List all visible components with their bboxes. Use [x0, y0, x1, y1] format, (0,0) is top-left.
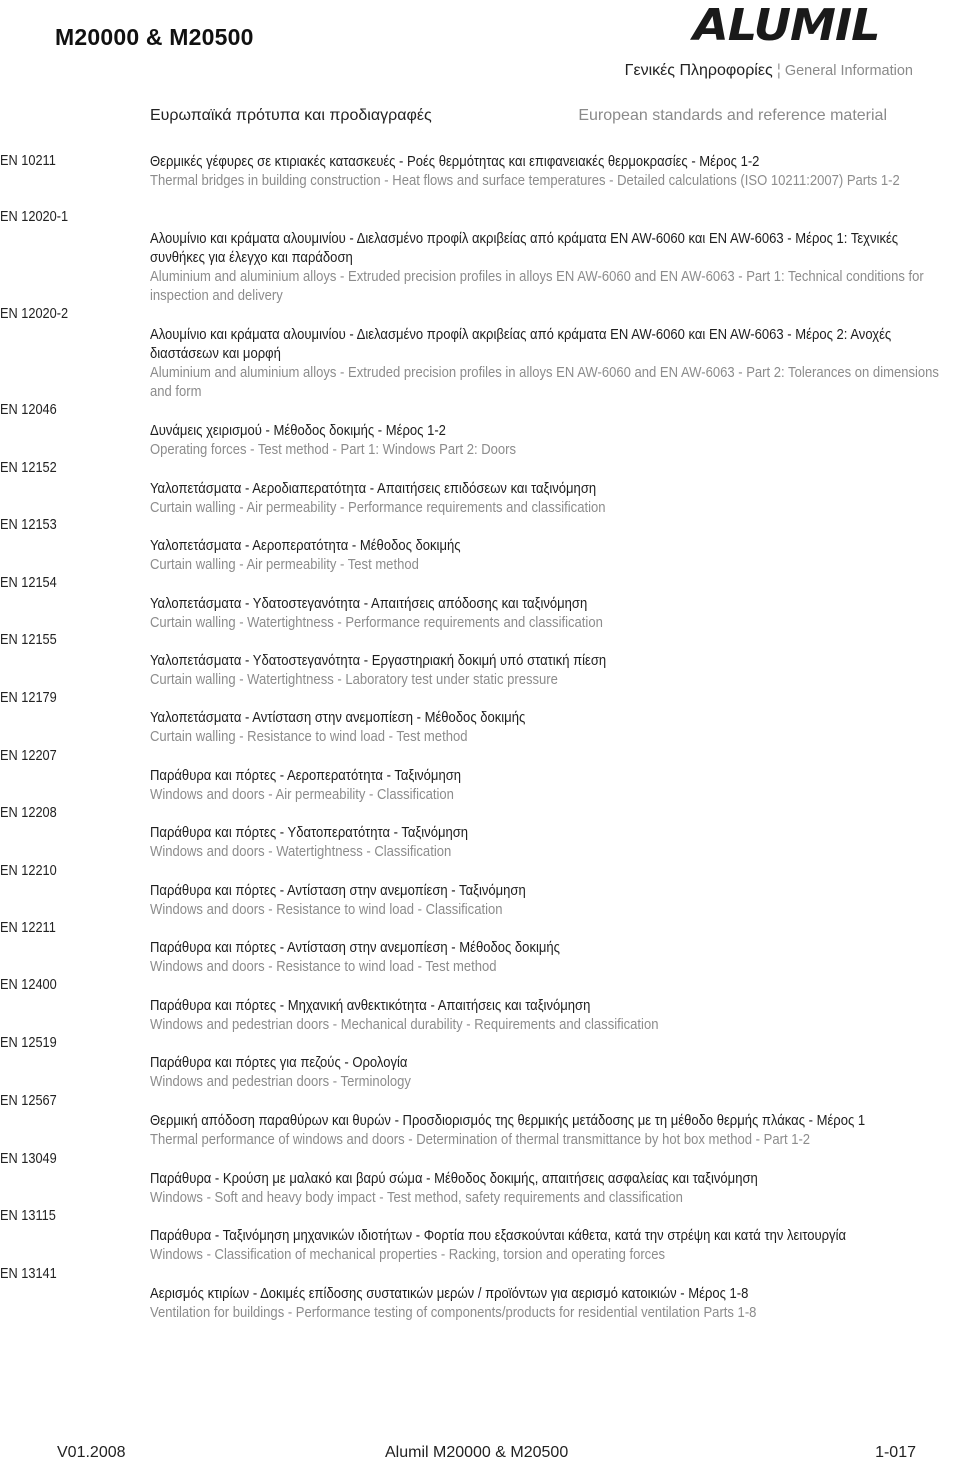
description-english: Curtain walling - Air permeability - Performance requirements and classification	[150, 500, 606, 516]
description-greek: Υαλοπετάσματα - Αεροδιαπερατότητα - Απαιτήσεις επιδόσεων και ταξινόμηση	[150, 481, 597, 497]
description-english: Curtain walling - Resistance to wind load - Test method	[150, 729, 468, 745]
description-greek: Παράθυρα - Ταξινόμηση μηχανικών ιδιοτήτων - Φορτία που εξασκούνται κάθετα, κατά την στρέψη και κατά την λειτουργία	[150, 1228, 847, 1244]
standard-code: EN 12567	[0, 1093, 57, 1109]
description-english: Aluminium and aluminium alloys - Extruded precision profiles in alloys EN AW-6060 and EN AW-6063 - Part 1: Technical conditions for inspection and delivery	[150, 269, 924, 304]
page-subtitle	[625, 62, 913, 81]
standard-code: EN 12154	[0, 575, 57, 591]
description-english: Windows and doors - Resistance to wind load - Test method	[150, 959, 497, 975]
standard-entry	[150, 1112, 950, 1150]
standard-entry	[150, 1285, 950, 1323]
standard-entry	[150, 326, 950, 402]
description-greek: Παράθυρα και πόρτες - Μηχανική ανθεκτικότητα - Απαιτήσεις και ταξινόμηση	[150, 998, 591, 1014]
standard-code: EN 12153	[0, 517, 57, 533]
standard-code: EN 12211	[0, 920, 56, 936]
description-greek: Αλουμίνιο και κράματα αλουμινίου - Διελασμένο προφίλ ακριβείας από κράματα EN AW-6060 και EN AW-6063 - Μέρος 1: Τεχνικές συνθήκες για έλεγχο και παράδοση	[150, 231, 899, 266]
description-greek: Υαλοπετάσματα - Υδατοστεγανότητα - Εργαστηριακή δοκιμή υπό στατική πίεση	[150, 653, 607, 669]
standard-code: EN 12208	[0, 805, 57, 821]
subtitle-greek: Γενικές Πληροφορίες	[624, 62, 773, 79]
logo-text: ALUMIL	[693, 0, 880, 51]
description-greek: Παράθυρα και πόρτες - Αεροπερατότητα - Ταξινόμηση	[150, 768, 462, 784]
standard-code: EN 12519	[0, 1035, 57, 1051]
standard-entry	[150, 709, 950, 747]
standard-entry	[150, 422, 950, 460]
description-greek: Αερισμός κτιρίων - Δοκιμές επίδοσης συστατικών μερών / προϊόντων για αερισμό κατοικιών - Μέρος 1-8	[150, 1286, 749, 1302]
footer-page-number: 1-017	[875, 1444, 916, 1461]
description-greek: Υαλοπετάσματα - Αντίσταση στην ανεμοπίεση - Μέθοδος δοκιμής	[150, 710, 526, 726]
document-title: M20000 & M20500	[55, 24, 254, 50]
footer-version: V01.2008	[57, 1444, 126, 1461]
description-greek: Δυνάμεις χειρισμού - Μέθοδος δοκιμής - Μέρος 1-2	[150, 423, 446, 439]
description-english: Ventilation for buildings - Performance testing of components/products for residential ventilation Parts 1-8	[150, 1305, 757, 1321]
description-greek: Υαλοπετάσματα - Αεροπερατότητα - Μέθοδος δοκιμής	[150, 538, 461, 554]
standard-entry	[150, 824, 950, 862]
description-greek: Παράθυρα και πόρτες - Αντίσταση στην ανεμοπίεση - Μέθοδος δοκιμής	[150, 940, 560, 956]
description-english: Thermal bridges in building construction - Heat flows and surface temperatures - Detailed calculations (ISO 10211:2007) Parts 1-2	[150, 173, 900, 189]
standard-entry	[150, 153, 950, 191]
standard-code: EN 13141	[0, 1266, 57, 1282]
standard-code: EN 12207	[0, 748, 57, 764]
description-english: Windows and doors - Air permeability - Classification	[150, 787, 454, 803]
description-greek: Παράθυρα και πόρτες για πεζούς - Ορολογία	[150, 1055, 408, 1071]
description-english: Windows - Classification of mechanical properties - Racking, torsion and operating forces	[150, 1247, 665, 1263]
standard-entry	[150, 230, 950, 306]
description-greek: Παράθυρα - Κρούση με μαλακό και βαρύ σώμα - Μέθοδος δοκιμής, απαιτήσεις ασφαλείας και ταξινόμηση	[150, 1171, 758, 1187]
standard-entry	[150, 1227, 950, 1265]
standard-code: EN 12020-2	[0, 306, 69, 322]
standard-code: EN 12020-1	[0, 209, 69, 225]
description-english: Curtain walling - Air permeability - Test method	[150, 557, 419, 573]
description-english: Operating forces - Test method - Part 1: Windows Part 2: Doors	[150, 442, 517, 458]
standard-entry	[150, 652, 950, 690]
description-english: Windows and pedestrian doors - Terminology	[150, 1074, 411, 1090]
standard-entry	[150, 767, 950, 805]
description-greek: Θερμική απόδοση παραθύρων και θυρών - Προσδιορισμός της θερμικής μετάδοσης με τη μέθοδο θερμής πλάκας - Μέρος 1	[150, 1113, 866, 1129]
standard-entry	[150, 882, 950, 920]
section-title-english: European standards and reference material	[578, 107, 887, 124]
description-english: Windows - Soft and heavy body impact - Test method, safety requirements and classification	[150, 1190, 683, 1206]
description-english: Windows and doors - Watertightness - Classification	[150, 844, 452, 860]
standard-entry	[150, 537, 950, 575]
description-english: Curtain walling - Watertightness - Performance requirements and classification	[150, 615, 603, 631]
description-english: Windows and pedestrian doors - Mechanical durability - Requirements and classification	[150, 1017, 659, 1033]
description-greek: Θερμικές γέφυρες σε κτιριακές κατασκευές - Ροές θερμότητας και επιφανειακές θερμοκρασίες - Μέρος 1-2	[150, 154, 760, 170]
standard-entry	[150, 1054, 950, 1092]
subtitle-english: General Information	[784, 63, 913, 79]
standard-code: EN 13115	[0, 1208, 56, 1224]
description-english: Windows and doors - Resistance to wind load - Classification	[150, 902, 503, 918]
description-greek: Παράθυρα και πόρτες - Υδατοπερατότητα - Ταξινόμηση	[150, 825, 469, 841]
standard-code: EN 12400	[0, 977, 57, 993]
description-greek: Αλουμίνιο και κράματα αλουμινίου - Διελασμένο προφίλ ακριβείας από κράματα EN AW-6060 και EN AW-6063 - Μέρος 2: Ανοχές διαστάσεων και μορφή	[150, 327, 892, 362]
subtitle-separator: ¦	[776, 62, 781, 79]
description-english: Thermal performance of windows and doors - Determination of thermal transmittance by hot box method - Part 1-2	[150, 1132, 811, 1148]
standard-code: EN 12152	[0, 460, 57, 476]
standard-entry	[150, 480, 950, 518]
footer-product: Alumil M20000 & M20500	[385, 1444, 569, 1461]
standard-entry	[150, 997, 950, 1035]
alumil-logo	[693, 0, 915, 51]
standard-code: EN 13049	[0, 1151, 57, 1167]
standard-code: EN 12210	[0, 863, 57, 879]
description-greek: Υαλοπετάσματα - Υδατοστεγανότητα - Απαιτήσεις απόδοσης και ταξινόμηση	[150, 596, 588, 612]
standard-entry	[150, 1170, 950, 1208]
section-title-greek: Ευρωπαϊκά πρότυπα και προδιαγραφές	[150, 107, 432, 124]
standard-entry	[150, 939, 950, 977]
description-english: Aluminium and aluminium alloys - Extruded precision profiles in alloys EN AW-6060 and EN AW-6063 - Part 2: Tolerances on dimensions and form	[150, 365, 939, 400]
standard-entry	[150, 595, 950, 633]
standard-code: EN 12155	[0, 632, 57, 648]
standard-code: EN 12046	[0, 402, 57, 418]
standard-code: EN 12179	[0, 690, 57, 706]
description-english: Curtain walling - Watertightness - Laboratory test under static pressure	[150, 672, 558, 688]
description-greek: Παράθυρα και πόρτες - Αντίσταση στην ανεμοπίεση - Ταξινόμηση	[150, 883, 526, 899]
standard-code: EN 10211	[0, 153, 56, 169]
